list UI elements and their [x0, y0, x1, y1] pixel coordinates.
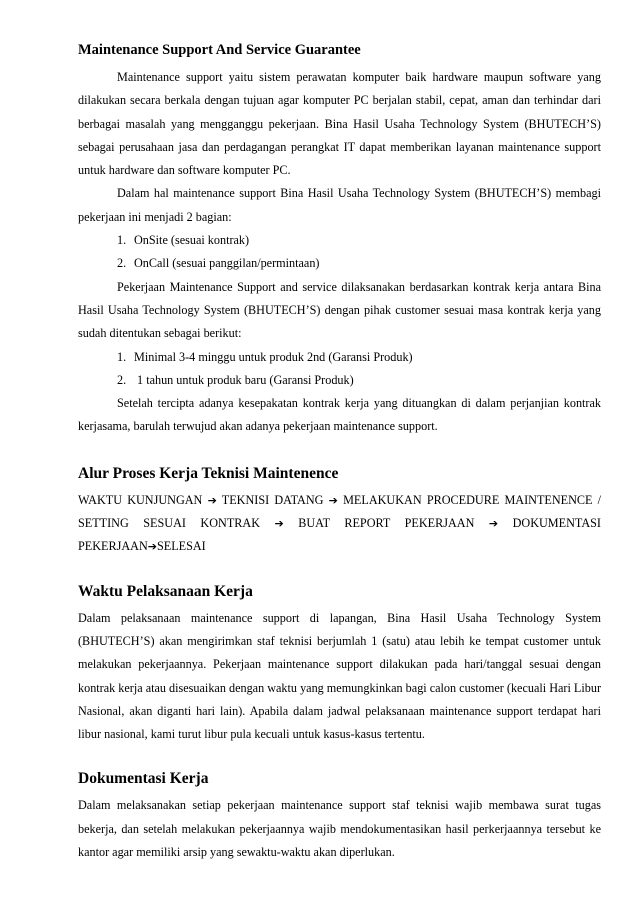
flow-step-report: BUAT REPORT PEKERJAAN: [298, 516, 475, 531]
paragraph-contract: Pekerjaan Maintenance Support and service dilaksanakan berdasarkan kontrak kerja antara Bina Hasil Usaha Technology System (BHUTECH’S) dengan pihak customer sesuai masa kontrak kerja yang sudah ditentukan sebagai berikut:: [78, 279, 601, 341]
list-text: OnSite (sesuai kontrak): [134, 233, 250, 248]
list-number: 2.: [117, 372, 127, 387]
arrow-right-icon: ➔: [207, 493, 217, 507]
paragraph-documentation: Dalam melaksanakan setiap pekerjaan maintenance support staf teknisi wajib membawa surat tugas bekerja, dan setelah melakukan pekerjaannya wajib mendokumentasikan hasil perkerjaannya tersebut ke kantor agar memiliki arsip yang sewaktu-waktu akan diperlukan.: [78, 798, 601, 860]
list-number: 1.: [117, 349, 127, 364]
flow-step-procedure: MELAKUKAN PROCEDURE MAINTENENCE / SETTING SESUAI KONTRAK: [78, 492, 602, 531]
paragraph-agreement: Setelah tercipta adanya kesepakatan kontrak kerja yang dituangkan di dalam perjanjian kontrak kerjasama, barulah terwujud akan adanya pekerjaan maintenance support.: [78, 396, 601, 434]
section-spacer: [78, 559, 601, 581]
list-number: 2.: [117, 256, 127, 271]
flow-step-visit: WAKTU KUNJUNGAN: [78, 492, 203, 507]
list-text: OnCall (sesuai panggilan/permintaan): [134, 256, 320, 271]
arrow-right-icon: ➔: [274, 517, 284, 531]
flow-step-technician: TEKNISI DATANG: [221, 492, 324, 507]
paragraph-intro: Maintenance support yaitu sistem perawatan komputer baik hardware maupun software yang dilakukan secara berkala dengan tujuan agar komputer PC berjalan stabil, cepat, aman dan terhindar dari berbagai masalah yang mengganggu pekerjaan. Bina Hasil Usaha Technology System (BHUTECH’S) sebagai perusahaan jasa dan perdagangan perangkat IT dapat memberikan layanan maintenance support untuk hardware dan software komputer PC.: [78, 70, 601, 178]
flow-step-finish: SELESAI: [156, 539, 206, 554]
list-text: 1 tahun untuk produk baru (Garansi Produk): [134, 372, 354, 387]
list-item: [117, 252, 601, 275]
paragraph-schedule: Dalam pelaksanaan maintenance support di lapangan, Bina Hasil Usaha Technology System (BHUTECH’S) akan mengirimkan staf teknisi berjumlah 1 (satu) atau lebih ke tempat customer untuk melakukan pekerjaannya. Pekerjaan maintenance support dilakukan pada hari/tanggal sesuai dengan kontrak kerja atau disesuaikan dengan waktu yang memungkinkan bagi calon customer (kecuali Hari Libur Nasional, akan diganti hari lain). Apabila dalam jadwal pelaksanaan maintenance support terdapat hari libur nasional, kami turut libur pula kecuali untuk kasus-kasus tertentu.: [78, 610, 601, 742]
paragraph-division: Dalam hal maintenance support Bina Hasil Usaha Technology System (BHUTECH’S) membagi pekerjaan ini menjadi 2 bagian:: [78, 186, 601, 224]
section-title-process-flow: Alur Proses Kerja Teknisi Maintenence: [78, 464, 339, 482]
section-title-maintenance-support: Maintenance Support And Service Guarantee: [78, 42, 361, 58]
arrow-right-icon: ➔: [328, 493, 338, 507]
section-spacer: [78, 439, 601, 463]
list-number: 1.: [117, 233, 127, 248]
process-flow-line-1: [78, 489, 601, 559]
list-item: [117, 229, 601, 252]
section-title-schedule: Waktu Pelaksanaan Kerja: [78, 582, 253, 600]
list-text: Minimal 3-4 minggu untuk produk 2nd (Garansi Produk): [134, 349, 413, 364]
arrow-right-icon: ➔: [147, 540, 157, 554]
section-title-documentation: Dokumentasi Kerja: [78, 770, 209, 788]
arrow-right-icon: ➔: [488, 517, 499, 531]
section-spacer: [78, 746, 601, 768]
document-page: [78, 40, 601, 864]
list-item: [117, 346, 601, 369]
flow-step-documentation: DOKUMENTASI PEKERJAAN: [78, 516, 601, 554]
list-item: [117, 369, 601, 392]
